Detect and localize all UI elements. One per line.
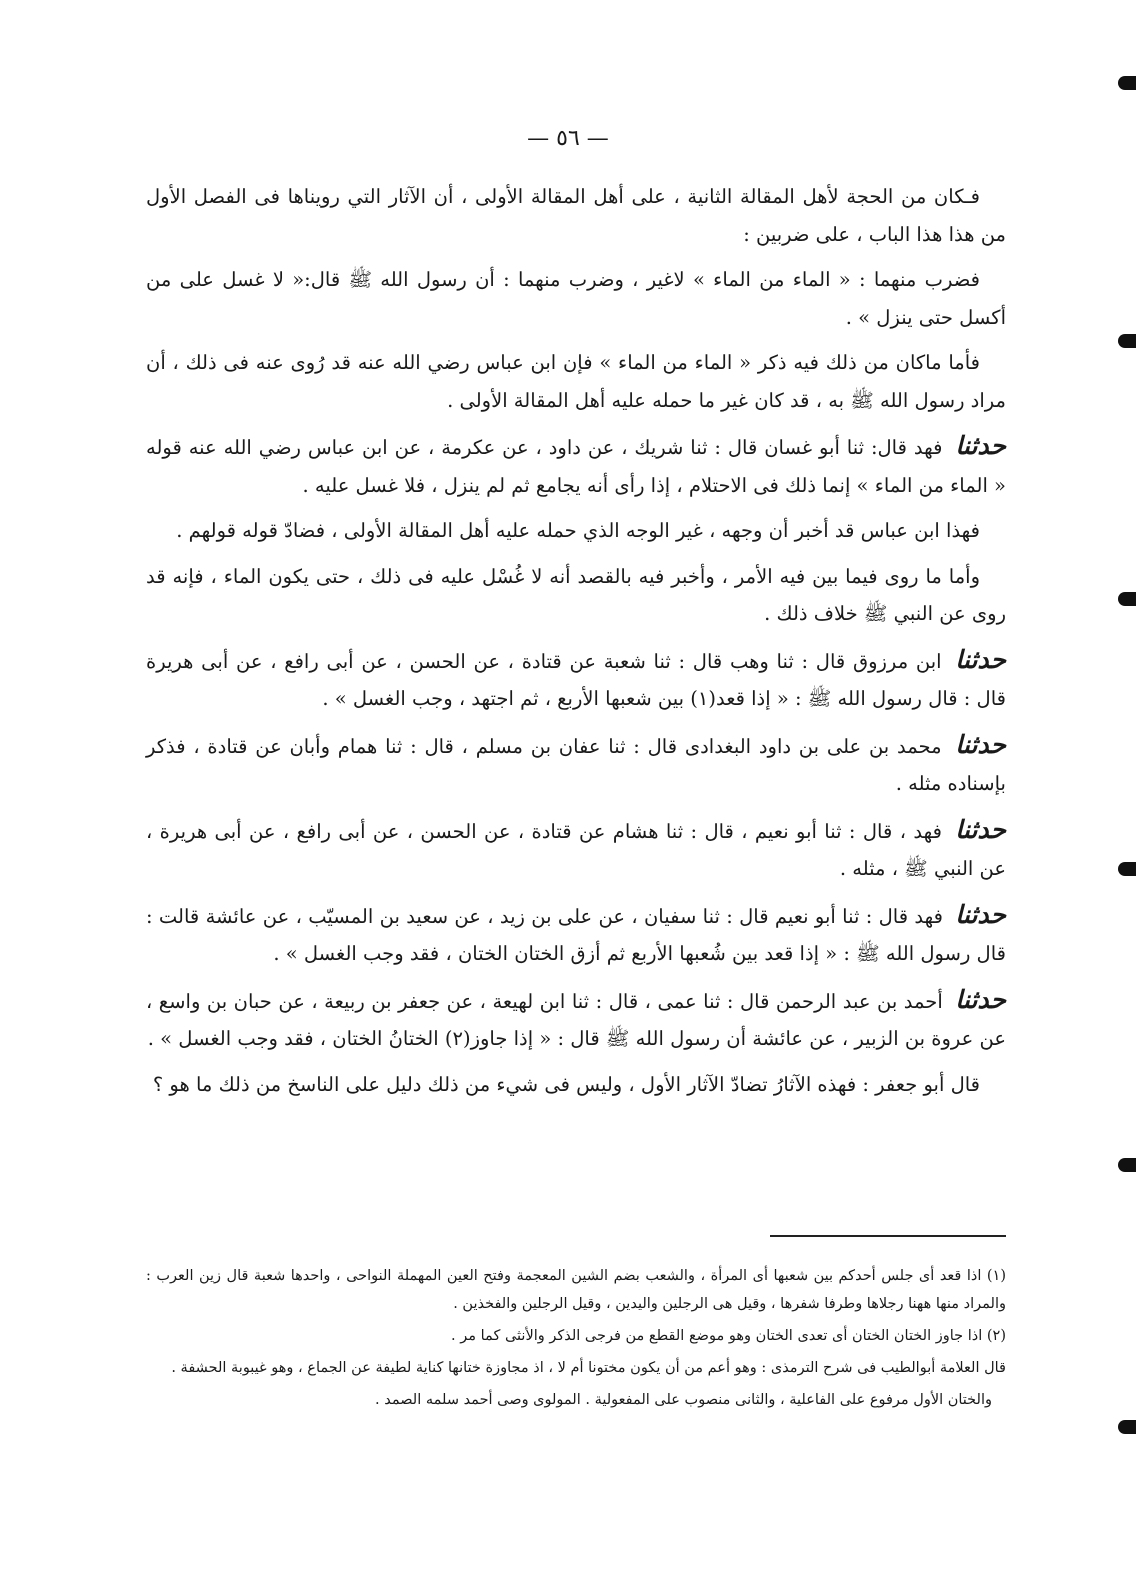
footnotes	[146, 1262, 1006, 1418]
paragraph	[146, 344, 1006, 419]
footnote: والختان الأول مرفوع على الفاعلية ، والثانى منصوب على المفعولية . المولوى وصى أحمد سلمه الصمد .	[375, 1392, 992, 1408]
hadith-paragraph	[146, 726, 1006, 803]
page-number: — ٥٦ —	[527, 126, 609, 151]
hadith-paragraph	[146, 427, 1006, 504]
main-text	[146, 178, 1006, 1111]
paragraph-text: فهد قال: ثنا أبو غسان قال : ثنا شريك ، عن داود ، عن عكرمة ، عن ابن عباس رضي الله عنه قوله « الماء من الماء » إنما ذلك فى الاحتلام ، إذا رأى أنه يجامع ثم لم ينزل ، فلا غسل عليه .	[146, 436, 1006, 497]
paragraph	[146, 1066, 1006, 1104]
footnote: (٢) اذا جاوز الختان الختان أى تعدى الختان وهو موضع القطع من فرجى الذكر والأنثى كما مر .	[451, 1328, 1006, 1344]
paragraph-text: محمد بن على بن داود البغدادى قال : ثنا عفان بن مسلم ، قال : ثنا همام وأبان عن قتادة ، فذكر بإسناده مثله .	[146, 734, 1006, 795]
haddathana-heading: حدثنا	[955, 814, 1006, 844]
footnote-divider	[770, 1235, 1006, 1237]
paragraph	[146, 261, 1006, 336]
haddathana-heading: حدثنا	[955, 899, 1006, 929]
binding-mark	[1118, 862, 1136, 876]
paragraph-text: فهد قال : ثنا أبو نعيم قال : ثنا سفيان ، عن على بن زيد ، عن سعيد بن المسيّب ، عن عائشة قالت : قال رسول الله ﷺ : « إذا قعد بين شُعبها الأربع ثم أزق الختان الختان ، فقد وجب الغسل » .	[146, 904, 1006, 965]
paragraph-text: فضرب منهما : « الماء من الماء » لاغير ، وضرب منهما : أن رسول الله ﷺ قال:« لا غسل على من أكسل حتى ينزل » .	[146, 268, 1006, 329]
binding-mark	[1118, 334, 1136, 348]
haddathana-heading: حدثنا	[955, 729, 1006, 759]
paragraph	[146, 558, 1006, 633]
paragraph-text: فأما ماكان من ذلك فيه ذكر « الماء من الماء » فإن ابن عباس رضي الله عنه قد رُوى عنه فى ذلك ، أن مراد رسول الله ﷺ به ، قد كان غير ما حمله عليه أهل المقالة الأولى .	[146, 351, 1006, 412]
binding-mark	[1118, 1158, 1136, 1172]
hadith-paragraph	[146, 641, 1006, 718]
paragraph	[146, 178, 1006, 253]
paragraph-text: فـكان من الحجة لأهل المقالة الثانية ، على أهل المقالة الأولى ، أن الآثار التي رويناها فى الفصل الأول من هذا هذا الباب ، على ضربين :	[146, 185, 1006, 246]
paragraph	[146, 512, 1006, 550]
paragraph-text: وأما ما روى فيما بين فيه الأمر ، وأخبر فيه بالقصد أنه لا غُسْل عليه فى ذلك ، حتى يكون الماء ، فإنه قد روى عن النبي ﷺ خلاف ذلك .	[146, 564, 1006, 625]
paragraph-text: فهد ، قال : ثنا أبو نعيم ، قال : ثنا هشام عن قتادة ، عن الحسن ، عن أبى رافع ، عن أبى هريرة ، عن النبي ﷺ ، مثله .	[146, 819, 1006, 880]
hadith-paragraph	[146, 896, 1006, 973]
paragraph-text: فهذا ابن عباس قد أخبر أن وجهه ، غير الوجه الذي حمله عليه أهل المقالة الأولى ، فضادّ قوله قولهم .	[176, 519, 980, 542]
haddathana-heading: حدثنا	[955, 644, 1006, 674]
footnote: (١) اذا قعد أى جلس أحدكم بين شعبها أى المرأة ، والشعب بضم الشين المعجمة وفتح العين المهملة النواحى ، واحدها شعبة قال زين العرب : والمراد منها ههنا رجلاها وطرفا شفرها ، وقيل هى الرجلين واليدين ، وقيل الرجلين والفخذين .	[146, 1268, 1006, 1312]
paragraph-text: أحمد بن عبد الرحمن قال : ثنا عمى ، قال : ثنا ابن لهيعة ، عن جعفر بن ربيعة ، عن حبان بن واسع ، عن عروة بن الزبير ، عن عائشة أن رسول الله ﷺ قال : « إذا جاوز(٢) الختانُ الختان ، فقد وجب الغسل » .	[146, 989, 1006, 1050]
binding-mark	[1118, 1420, 1136, 1434]
paragraph-text: ابن مرزوق قال : ثنا وهب قال : ثنا شعبة عن قتادة ، عن الحسن ، عن أبى رافع ، عن أبى هريرة قال : قال رسول الله ﷺ : « إذا قعد(١) بين شعبها الأربع ، ثم اجتهد ، وجب الغسل » .	[146, 649, 1006, 710]
haddathana-heading: حدثنا	[955, 431, 1007, 460]
hadith-paragraph	[146, 981, 1006, 1058]
binding-mark	[1118, 592, 1136, 606]
footnote: قال العلامة أبوالطيب فى شرح الترمذى : وهو أعم من أن يكون مختونا أم لا ، اذ مجاوزة ختانها كناية لطيفة عن الجماع ، وهو غيبوبة الحشفة .	[171, 1360, 1006, 1376]
binding-mark	[1118, 76, 1136, 90]
paragraph-text: قال أبو جعفر : فهذه الآثارُ تضادّ الآثار الأول ، وليس فى شيء من ذلك دليل على الناسخ من ذلك ما هو ؟	[152, 1072, 980, 1096]
haddathana-heading: حدثنا	[955, 984, 1006, 1014]
hadith-paragraph	[146, 811, 1006, 888]
